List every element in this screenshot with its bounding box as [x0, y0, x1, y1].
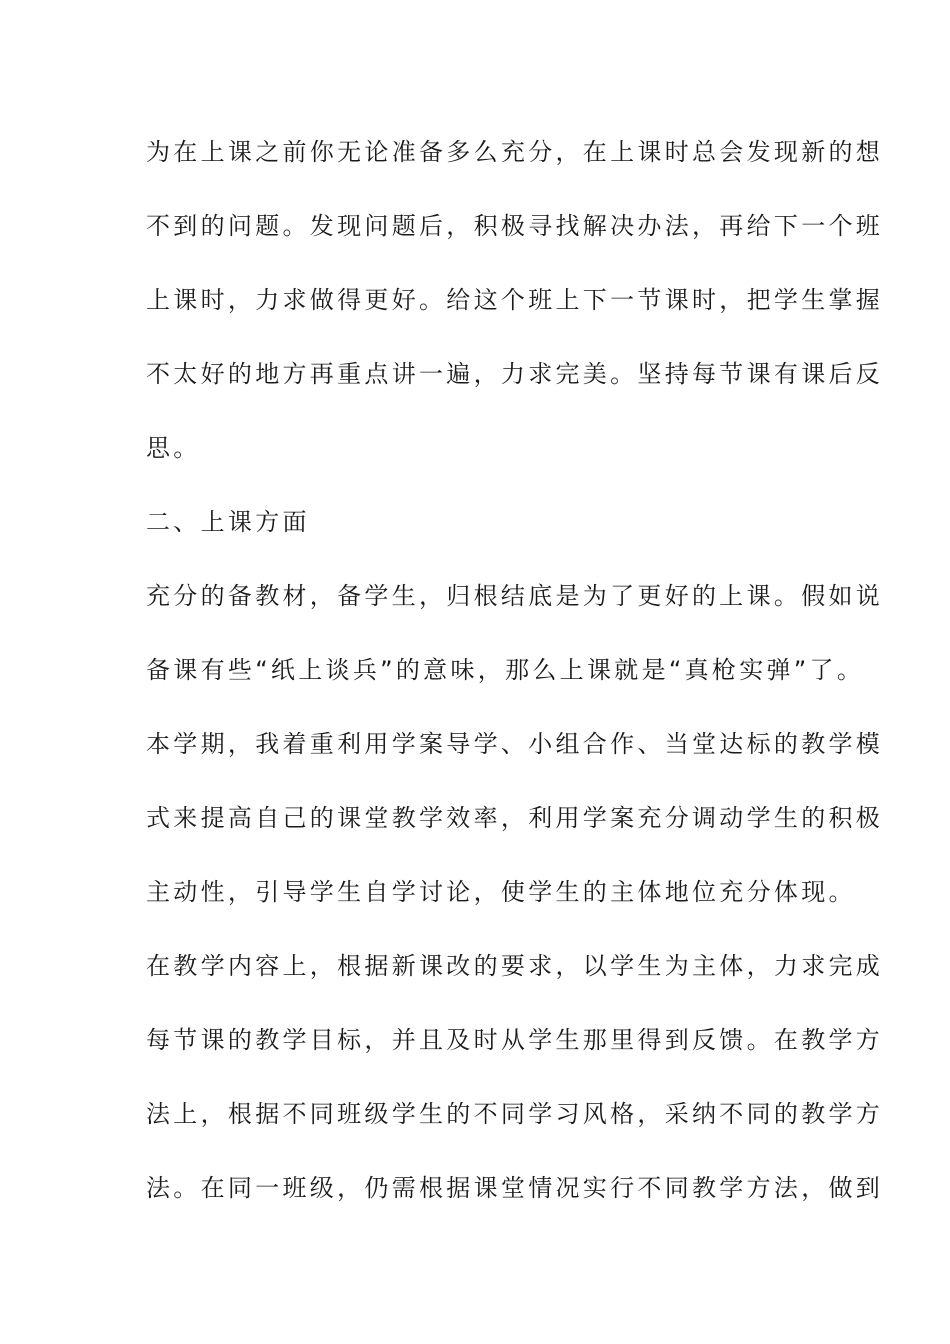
section-heading: 二、上课方面 [146, 508, 310, 536]
text-line: 为在上课之前你无论准备多么充分，在上课时总会发现新的想 [146, 138, 884, 166]
text-line: 不到的问题。发现问题后，积极寻找解决办法，再给下一个班 [146, 212, 884, 240]
text-line: 充分的备教材，备学生，归根结底是为了更好的上课。假如说 [146, 582, 884, 610]
text-line: 上课时，力求做得更好。给这个班上下一节课时，把学生掌握 [146, 286, 884, 314]
text-line: 主动性，引导学生自学讨论，使学生的主体地位充分体现。 [146, 878, 856, 906]
text-line: 本学期，我着重利用学案导学、小组合作、当堂达标的教学模 [146, 730, 884, 758]
text-line: 法。在同一班级，仍需根据课堂情况实行不同教学方法，做到 [146, 1174, 884, 1202]
text-line: 每节课的教学目标，并且及时从学生那里得到反馈。在教学方 [146, 1026, 884, 1054]
text-line: 在教学内容上，根据新课改的要求，以学生为主体，力求完成 [146, 952, 884, 980]
text-line: 备课有些“纸上谈兵”的意味，那么上课就是“真枪实弹”了。 [146, 656, 865, 684]
text-line: 式来提高自己的课堂教学效率，利用学案充分调动学生的积极 [146, 804, 884, 832]
text-line: 思。 [146, 434, 201, 462]
text-line: 不太好的地方再重点讲一遍，力求完美。坚持每节课有课后反 [146, 360, 884, 388]
text-line: 法上，根据不同班级学生的不同学习风格，采纳不同的教学方 [146, 1100, 884, 1128]
